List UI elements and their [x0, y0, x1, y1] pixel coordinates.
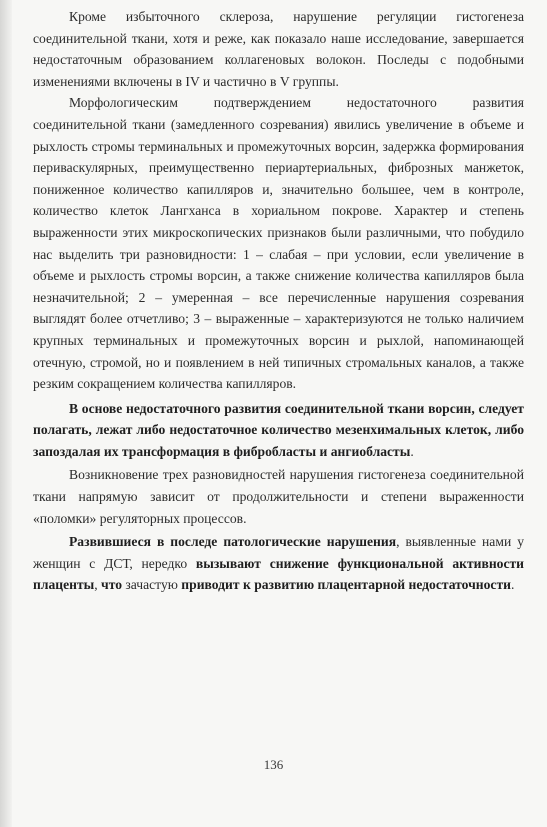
- paragraph-3-bold: В основе недостаточного развития соединительной ткани ворсин, следует полагать, лежат либо недостаточное количество мезенхимальных клеток, либо запоздалая их трансформация в фибробласты и ангиобласты: [33, 400, 524, 459]
- paragraph-5-bold-4: приводит к развитию плацентарной недостаточности: [181, 577, 511, 593]
- paragraph-3: [33, 398, 524, 463]
- paragraph-2: [33, 92, 524, 394]
- document-page: [33, 6, 524, 596]
- paragraph-4-text: Возникновение трех разновидностей нарушения гистогенеза соединительной ткани напрямую зависит от продолжительности и степени выраженности «поломки» регуляторных процессов.: [33, 467, 524, 526]
- paragraph-2-text: Морфологическим подтверждением недостаточного развития соединительной ткани (замедленного созревания) явились увеличение в объеме и рыхлость стромы терминальных и промежуточных ворсин, задержка формирования периваскулярных, преимущественно периартериальных, фиброзных манжеток, пониженное количество капилляров и, значительно большее, чем в контроле, количество клеток Лангханса в хориальном покрове. Характер и степень выраженности этих микроскопических признаков были различными, что побудило нас выделить три разновидности: 1 – слабая – при условии, если увеличение в объеме и рыхлость стромы ворсин, а также снижение количества капилляров была незначительной; 2 – умеренная – все перечисленные нарушения созревания выглядят более отчетливо; 3 – выраженные – характеризуются не только наличием крупных терминальных и промежуточных ворсин и рыхлой, напоминающей отечную, стромой, но и появлением в ней типичных стромальных каналов, а также резким сокращением количества капилляров.: [33, 95, 524, 392]
- paragraph-5-bold-3: что: [101, 577, 123, 593]
- paragraph-4: [33, 464, 524, 529]
- paragraph-1-text: Кроме избыточного склероза, нарушение регуляции гистогенеза соединительной ткани, хотя и реже, как показало наше исследование, завершается недостаточным образованием коллагеновых волокон. Последы с подобными изменениями включены в IV и частично в V группы.: [33, 9, 524, 89]
- paragraph-5-text-2: ,: [94, 577, 102, 593]
- paragraph-5-bold-2: вызывают снижение функциональной активности плаценты: [33, 555, 525, 593]
- paragraph-3-end: .: [410, 443, 414, 459]
- paragraph-1: [33, 6, 524, 92]
- paragraph-5-bold-1: Развившиеся в последе патологические нарушения: [69, 534, 397, 550]
- paragraph-5-text-1: , выявленные нами у женщин с ДСТ, нередко: [33, 534, 524, 571]
- scan-edge-shadow: [0, 0, 12, 827]
- paragraph-5-end: .: [510, 577, 515, 593]
- paragraph-5: [33, 531, 524, 596]
- page-number: 136: [263, 757, 284, 772]
- paragraph-5-text-3: зачастую: [122, 577, 182, 593]
